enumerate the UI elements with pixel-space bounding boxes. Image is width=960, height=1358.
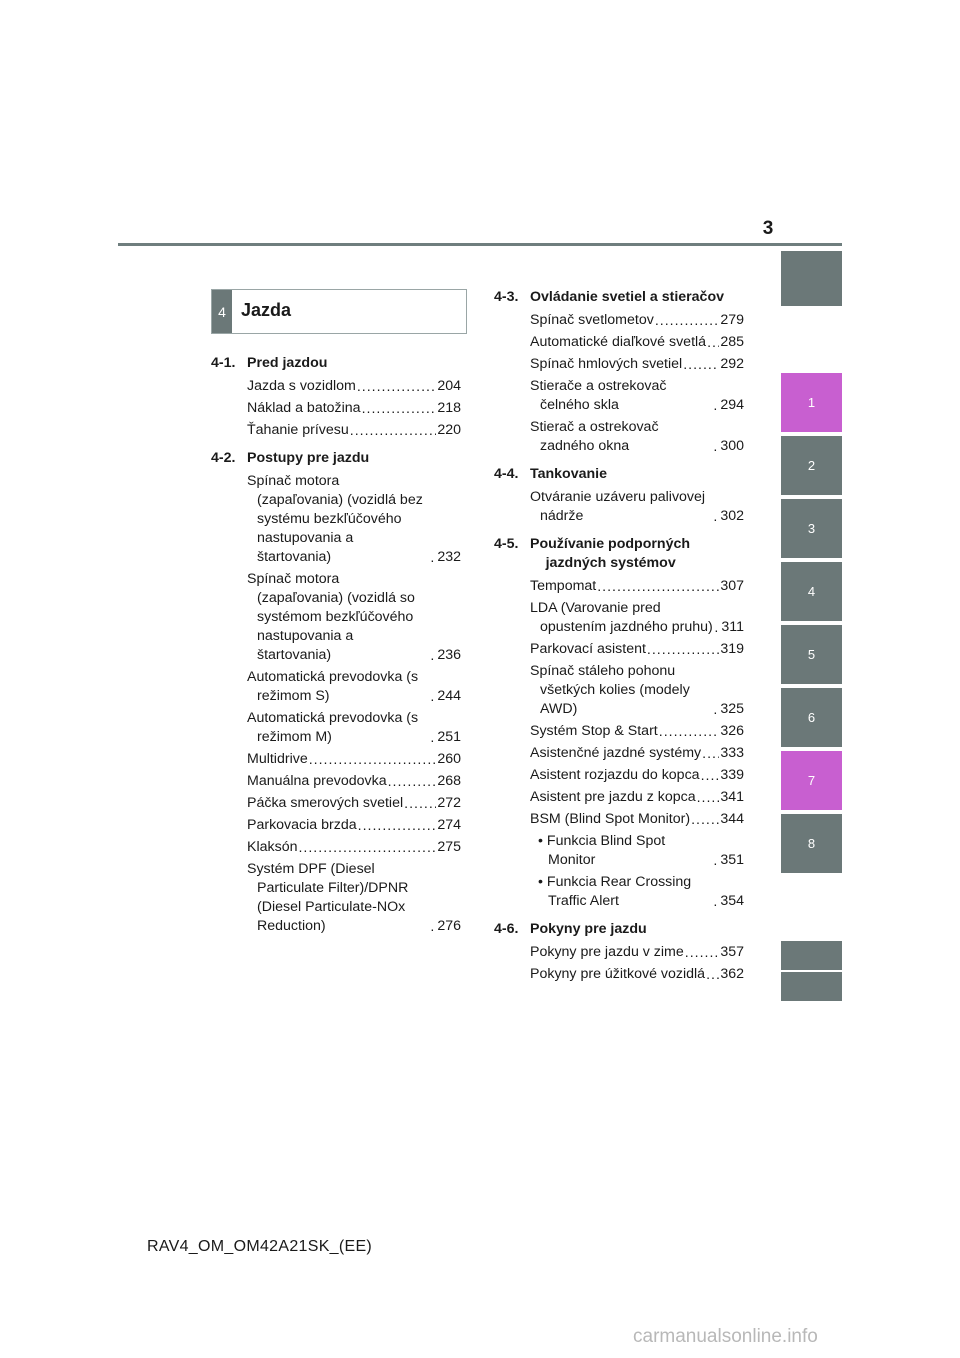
dot-leader [683, 359, 719, 371]
toc-entry-title: Spínač motora (zapaľovania) (vozidlá so systémom bezkľúčového nastupovania a štartovania) [247, 571, 415, 663]
dot-leader [691, 814, 719, 826]
toc-entry-title: Pokyny pre jazdu v zime [530, 944, 684, 960]
toc-entry-title: Ťahanie prívesu [247, 422, 349, 438]
toc-entry[interactable] [530, 377, 744, 415]
section-code: 4-4. [494, 466, 519, 482]
section-heading-label: Postupy pre jazdu [247, 450, 370, 466]
section-code: 4-5. [494, 536, 519, 552]
dot-leader [655, 315, 720, 327]
section-heading-label: Tankovanie [530, 466, 608, 482]
dot-leader [707, 337, 719, 349]
dot-leader [430, 921, 436, 933]
toc-entry[interactable] [530, 662, 744, 719]
toc-entry[interactable] [247, 377, 461, 396]
toc-entry[interactable] [530, 488, 744, 526]
dot-leader [430, 552, 436, 564]
dot-leader [362, 403, 437, 415]
dot-leader [597, 581, 719, 593]
chapter-tab-7[interactable]: 7 [781, 751, 842, 810]
toc-entry-title: Spínač hmlových svetiel [530, 356, 683, 372]
dot-leader [298, 842, 436, 854]
toc-entry-page: 319 [720, 641, 744, 657]
toc-entry[interactable] [247, 772, 461, 791]
toc-entry-page: 272 [437, 795, 461, 811]
toc-entry-title: Systém DPF (Diesel Particulate Filter)/DPNR (Diesel Particulate-NOx Reduction) [247, 861, 409, 934]
toc-entry-title: Automatická prevodovka (s režimom S) [247, 669, 419, 704]
section-code: 4-1. [211, 355, 236, 371]
toc-entry-title: Manuálna prevodovka [247, 773, 387, 789]
chapter-tab-1[interactable]: 1 [781, 373, 842, 432]
toc-entry-title: Spínač motora (zapaľovania) (vozidlá bez systému bezkľúčového nastupovania a štartovania) [247, 473, 423, 565]
toc-entry-title: Asistenčné jazdné systémy [530, 745, 702, 761]
toc-entry[interactable] [247, 816, 461, 835]
page-number: 3 [762, 218, 774, 239]
toc-entry-page: 274 [437, 817, 461, 833]
toc-entry-title: Spínač stáleho pohonu všetkých kolies (modely AWD) [530, 663, 690, 717]
toc-section-heading[interactable] [211, 354, 461, 373]
toc-entry[interactable] [530, 722, 744, 741]
toc-entry-title: Asistent pre jazdu z kopca [530, 789, 696, 805]
dot-leader [388, 776, 437, 788]
toc-entry-page: 351 [720, 852, 744, 868]
toc-entry-page: 344 [720, 811, 744, 827]
toc-entry[interactable] [530, 577, 744, 596]
toc-section-heading[interactable] [494, 288, 744, 307]
toc-entry[interactable] [530, 788, 744, 807]
toc-entry[interactable] [530, 311, 744, 330]
toc-entry-title: Automatická prevodovka (s režimom M) [247, 710, 419, 745]
toc-entry-title: Parkovacia brzda [247, 817, 357, 833]
toc-entry[interactable] [247, 709, 461, 747]
section-code: 4-2. [211, 450, 236, 466]
dot-leader [714, 622, 720, 634]
toc-entry-title: BSM (Blind Spot Monitor) [530, 811, 691, 827]
toc-entry[interactable] [530, 355, 744, 374]
toc-entry[interactable] [530, 418, 744, 456]
toc-entry-title: Asistent rozjazdu do kopca [530, 767, 700, 783]
toc-entry-title: LDA (Varovanie pred opustením jazdného pruhu) [530, 600, 713, 635]
toc-entry-page: 325 [720, 701, 744, 717]
toc-entry-page: 285 [720, 334, 744, 350]
dot-leader [713, 511, 719, 523]
section-title: Jazda [241, 300, 292, 320]
toc-entry-page: 244 [437, 688, 461, 704]
toc-entry[interactable] [247, 794, 461, 813]
toc-entry-page: 307 [720, 578, 744, 594]
section-code: 4-6. [494, 921, 519, 937]
toc-entry[interactable] [530, 744, 744, 763]
toc-entry[interactable] [247, 750, 461, 769]
toc-right-column [494, 288, 744, 984]
dot-leader [697, 792, 720, 804]
toc-entry-title: • Funkcia Rear Crossing Traffic Alert [538, 874, 692, 909]
toc-entry-title: Tempomat [530, 578, 597, 594]
toc-entry-page: 339 [720, 767, 744, 783]
toc-entry-page: 204 [437, 378, 461, 394]
toc-entry[interactable] [247, 472, 461, 567]
toc-entry-page: 294 [720, 397, 744, 413]
toc-entry-page: 236 [437, 647, 461, 663]
toc-entry-page: 276 [437, 918, 461, 934]
toc-entry[interactable] [247, 860, 461, 936]
chapter-tab-8[interactable]: 8 [781, 814, 842, 873]
toc-section-heading[interactable] [211, 449, 461, 468]
toc-entry[interactable] [247, 421, 461, 440]
toc-entry-page: 333 [720, 745, 744, 761]
chapter-tab-2[interactable]: 2 [781, 436, 842, 495]
toc-entry[interactable] [247, 838, 461, 857]
toc-entry-title: Parkovací asistent [530, 641, 646, 657]
section-number-badge: 4 [212, 290, 232, 333]
section-heading-label: Pokyny pre jazdu [530, 921, 647, 937]
toc-entry-page: 279 [720, 312, 744, 328]
dot-leader [713, 855, 719, 867]
section-code: 4-3. [494, 289, 519, 305]
toc-entry-page: 260 [437, 751, 461, 767]
chapter-tab-blank[interactable] [781, 972, 842, 1001]
document-code-footer: RAV4_OM_OM42A21SK_(EE) [147, 1238, 373, 1255]
toc-entry-page: 268 [437, 773, 461, 789]
dot-leader [647, 644, 719, 656]
toc-entry-page: 341 [720, 789, 744, 805]
dot-leader [701, 770, 720, 782]
toc-entry-page: 302 [720, 508, 744, 524]
toc-entry-title: Multidrive [247, 751, 308, 767]
toc-entry[interactable] [247, 570, 461, 665]
toc-entry-title: • Funkcia Blind Spot Monitor [538, 833, 666, 868]
dot-leader [350, 425, 437, 437]
chapter-tab-3[interactable]: 3 [781, 499, 842, 558]
dot-leader [430, 691, 436, 703]
dot-leader [430, 650, 436, 662]
toc-entry-page: 292 [720, 356, 744, 372]
toc-left-column [211, 354, 461, 936]
toc-entry[interactable] [530, 599, 744, 637]
toc-entry-page: 218 [437, 400, 461, 416]
toc-entry-title: Páčka smerových svetiel [247, 795, 404, 811]
toc-entry-title: Klaksón [247, 839, 298, 855]
dot-leader [685, 947, 720, 959]
chapter-tab-5[interactable]: 5 [781, 625, 842, 684]
dot-leader [713, 896, 719, 908]
toc-entry-title: Systém Stop & Start [530, 723, 658, 739]
toc-entry-page: 362 [720, 966, 744, 982]
section-heading-box [211, 289, 467, 334]
chapter-tab-blank[interactable] [781, 251, 842, 306]
toc-entry[interactable] [530, 333, 744, 352]
toc-entry-title: Automatické diaľkové svetlá [530, 334, 707, 350]
toc-entry-page: 220 [437, 422, 461, 438]
toc-entry-title: Stierač a ostrekovač zadného okna [530, 419, 659, 454]
dot-leader [309, 754, 437, 766]
toc-entry[interactable] [538, 873, 744, 911]
toc-section-heading[interactable] [494, 465, 744, 484]
section-heading-label: Pred jazdou [247, 355, 328, 371]
toc-entry-title: Náklad a batožina [247, 400, 361, 416]
toc-entry-page: 300 [720, 438, 744, 454]
toc-entry-title: Stierače a ostrekovač čelného skla [530, 378, 667, 413]
toc-entry-page: 232 [437, 549, 461, 565]
dot-leader [404, 798, 436, 810]
chapter-tab-6[interactable]: 6 [781, 688, 842, 747]
toc-entry-page: 326 [720, 723, 744, 739]
chapter-tab-4[interactable]: 4 [781, 562, 842, 621]
toc-entry[interactable] [530, 965, 744, 984]
dot-leader [706, 969, 719, 981]
toc-entry[interactable] [530, 640, 744, 659]
toc-entry-title: Otváranie uzáveru palivovej nádrže [530, 489, 706, 524]
section-heading-label: Ovládanie svetiel a stieračov [530, 289, 725, 305]
toc-section-heading[interactable] [494, 920, 744, 939]
dot-leader [702, 748, 719, 760]
header-rule [118, 243, 842, 246]
toc-entry-page: 354 [720, 893, 744, 909]
watermark: carmanualsonline.info [633, 1326, 818, 1347]
toc-entry[interactable] [538, 832, 744, 870]
section-heading-label: Používanie podporných jazdných systémov [530, 536, 691, 571]
toc-entry-page: 275 [437, 839, 461, 855]
dot-leader [713, 441, 719, 453]
toc-section-heading[interactable] [494, 535, 744, 573]
dot-leader [659, 726, 720, 738]
toc-entry-page: 251 [437, 729, 461, 745]
chapter-tab-blank[interactable] [781, 941, 842, 970]
toc-entry-title: Pokyny pre úžitkové vozidlá [530, 966, 706, 982]
dot-leader [358, 820, 437, 832]
dot-leader [713, 400, 719, 412]
toc-entry[interactable] [530, 766, 744, 785]
toc-entry-title: Jazda s vozidlom [247, 378, 356, 394]
dot-leader [713, 704, 719, 716]
toc-entry[interactable] [247, 668, 461, 706]
toc-entry[interactable] [247, 399, 461, 418]
toc-entry-page: 311 [721, 619, 744, 635]
dot-leader [430, 732, 436, 744]
dot-leader [357, 381, 437, 393]
toc-entry-title: Spínač svetlometov [530, 312, 654, 328]
toc-entry[interactable] [530, 943, 744, 962]
toc-entry[interactable] [530, 810, 744, 829]
toc-entry-page: 357 [720, 944, 744, 960]
